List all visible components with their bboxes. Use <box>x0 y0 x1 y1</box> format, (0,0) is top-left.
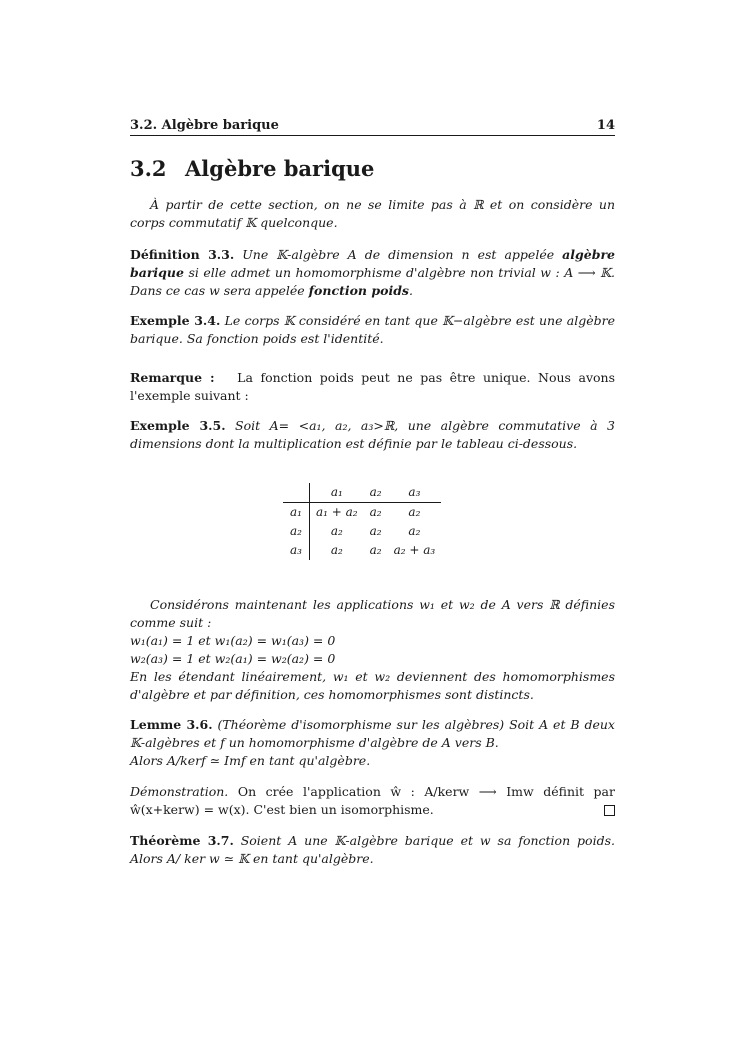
lemma-block <box>130 716 615 770</box>
running-head-section: 3.2. Algèbre barique <box>130 118 279 133</box>
table-cell: a₂ <box>369 524 382 538</box>
table-corner-cell <box>283 483 310 503</box>
multiplication-table <box>283 483 441 560</box>
table-cell: a₂ + a₃ <box>393 543 436 557</box>
lemma-text: (Théorème d'isomorphisme sur les algèbres) Soit A et B deux 𝕂-algèbres et f un homomorphisme d'algèbre de A vers B. <box>130 717 615 750</box>
table-row-label: a₁ <box>283 503 310 523</box>
definition-label: Définition 3.3. <box>130 247 235 262</box>
equation-w1: w₁(a₁) = 1 et w₁(a₂) = w₁(a₃) = 0 <box>130 633 336 648</box>
theorem-text: Soient A une 𝕂-algèbre barique et w sa fonction poids. Alors A/ ker w ≃ 𝕂 en tant qu'algèbre. <box>130 833 615 866</box>
theorem-label: Théorème 3.7. <box>130 833 234 848</box>
table-cell: a₁ + a₂ <box>316 505 358 519</box>
remark-block <box>130 369 615 405</box>
example-1-block <box>130 312 615 348</box>
table-cell: a₂ <box>330 524 343 538</box>
section-title-text: Algèbre barique <box>185 156 375 181</box>
remark-label: Remarque : <box>130 370 215 385</box>
table-row-label: a₃ <box>283 541 310 560</box>
table-cell: a₂ <box>408 505 421 519</box>
running-head <box>130 118 615 136</box>
discussion-line-2: En les étendant linéairement, w₁ et w₂ deviennent des homomorphismes d'algèbre et par définition, ces homomorphismes sont distincts. <box>130 669 615 702</box>
table-header-cell: a₁ <box>310 483 364 503</box>
definition-text-3: . <box>408 283 413 298</box>
remark-text: La fonction poids peut ne pas être unique. Nous avons l'exemple suivant : <box>130 370 616 403</box>
table-cell: a₂ <box>369 505 382 519</box>
proof-block <box>130 783 615 819</box>
definition-text-1: Une 𝕂-algèbre A de dimension n est appelée <box>242 247 555 262</box>
table-row-label: a₂ <box>283 522 310 541</box>
example-2-text: Soit A= <a₁, a₂, a₃>ℝ, une algèbre commutative à 3 dimensions dont la multiplication est définie par le tableau ci-dessous. <box>130 418 615 451</box>
table-cell: a₂ <box>330 543 343 557</box>
intro-paragraph: À partir de cette section, on ne se limite pas à ℝ et on considère un corps commutatif 𝕂 quelconque. <box>130 197 615 230</box>
qed-box-icon <box>604 805 615 816</box>
table-header-cell: a₃ <box>388 483 442 503</box>
table-cell: a₂ <box>369 543 382 557</box>
table-row <box>283 522 441 541</box>
table-row <box>283 541 441 560</box>
definition-text-2: si elle admet un homomorphisme d'algèbre non trivial w : A ⟶ 𝕂. Dans ce cas w sera appelée <box>130 265 615 298</box>
discussion-line-1: Considérons maintenant les applications w₁ et w₂ de A vers ℝ définies comme suit : <box>130 597 615 630</box>
section-title <box>130 156 374 182</box>
example-1-label: Exemple 3.4. <box>130 313 221 328</box>
equation-w2: w₂(a₃) = 1 et w₂(a₁) = w₂(a₂) = 0 <box>130 651 336 666</box>
table-header-cell: a₂ <box>364 483 388 503</box>
example-2-label: Exemple 3.5. <box>130 418 226 433</box>
definition-term-2: fonction poids <box>308 283 409 298</box>
page-number: 14 <box>596 118 615 133</box>
table-row <box>283 503 441 523</box>
proof-text: On crée l'application ŵ : A/kerw ⟶ Imw définit par ŵ(x+kerw) = w(x). C'est bien un isomorphisme. <box>130 784 615 817</box>
definition-block <box>130 246 615 300</box>
example-2-block <box>130 417 615 453</box>
table-cell: a₂ <box>408 524 421 538</box>
table-header-row <box>283 483 441 503</box>
section-number: 3.2 <box>130 156 167 181</box>
lemma-conclusion: Alors A/kerf ≃ Imf en tant qu'algèbre. <box>130 753 371 768</box>
lemma-label: Lemme 3.6. <box>130 717 213 732</box>
theorem-block <box>130 832 615 868</box>
discussion-block <box>130 596 615 704</box>
definition-term-1: algèbre barique <box>130 247 615 280</box>
proof-label: Démonstration. <box>130 784 229 799</box>
example-1-text: Le corps 𝕂 considéré en tant que 𝕂−algèbre est une algèbre barique. Sa fonction poids est l'identité. <box>130 313 615 346</box>
